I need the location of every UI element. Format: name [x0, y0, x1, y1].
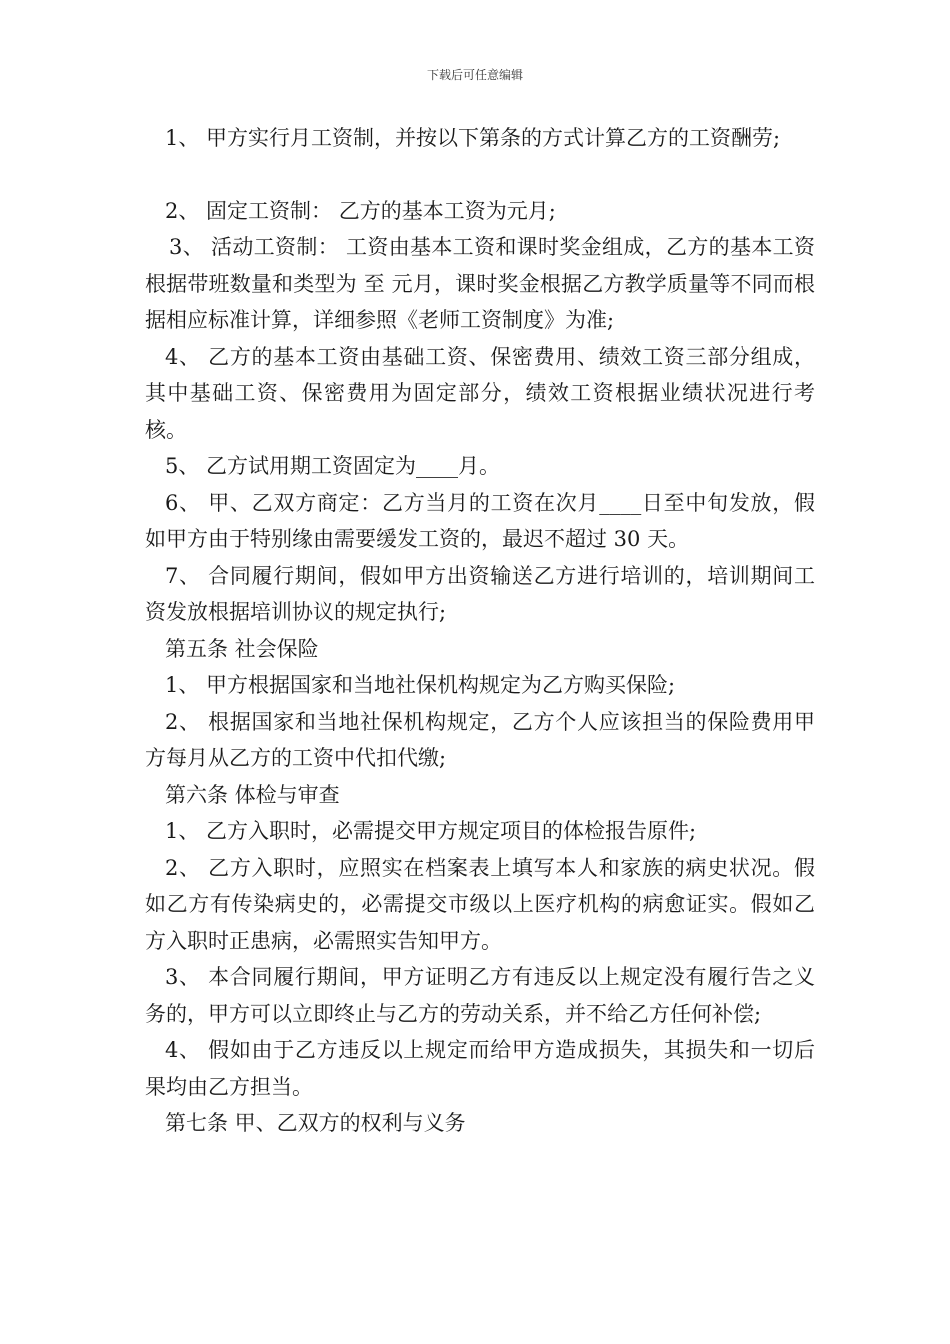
paragraph-payment-date: 6、 甲、乙双方商定：乙方当月的工资在次月____日至中旬发放，假如甲方由于特别缘由需要缓发工资的，最迟不超过 30 天。: [145, 490, 815, 551]
paragraph-insurance-purchase: 1、 甲方根据国家和当地社保机构规定为乙方购买保险;: [165, 673, 676, 697]
paragraph-probation-wage: 5、 乙方试用期工资固定为____月。: [165, 454, 501, 478]
page-header-note: 下载后可任意编辑: [426, 68, 523, 82]
paragraph-medical-history: 2、 乙方入职时，应照实在档案表上填写本人和家族的病史状况。假如乙方有传染病史的，必需提交市级以上医疗机构的病愈证实。假如乙方入职时正患病，必需照实告知甲方。: [145, 855, 815, 953]
paragraph-termination: 3、 本合同履行期间，甲方证明乙方有违反以上规定没有履行告之义务的，甲方可以立即终止与乙方的劳动关系，并不给乙方任何补偿;: [145, 965, 815, 1026]
paragraph-insurance-deduction: 2、 根据国家和当地社保机构规定，乙方个人应该担当的保险费用甲方每月从乙方的工资中代扣代缴;: [145, 709, 815, 770]
paragraph-fixed-wage: 2、 固定工资制： 乙方的基本工资为元月;: [165, 198, 556, 223]
document-body: [145, 120, 815, 1142]
section-heading-social-insurance: 第五条 社会保险: [165, 636, 319, 661]
section-heading-medical-check: 第六条 体检与审查: [165, 782, 340, 807]
paragraph-medical-report: 1、 乙方入职时，必需提交甲方规定项目的体检报告原件;: [165, 819, 697, 843]
section-heading-rights-obligations: 第七条 甲、乙双方的权利与义务: [165, 1111, 466, 1135]
paragraph-base-wage-composition: 4、 乙方的基本工资由基础工资、保密费用、绩效工资三部分组成，其中基础工资、保密费用为固定部分，绩效工资根据业绩状况进行考核。: [145, 344, 815, 442]
paragraph-flexible-wage: 3、 活动工资制： 工资由基本工资和课时奖金组成，乙方的基本工资根据带班数量和类型为 至 元月，课时奖金根据乙方教学质量等不同而根据相应标准计算，详细参照《老师工资制度》为准;: [145, 235, 815, 332]
paragraph-wage-system: 1、 甲方实行月工资制，并按以下第条的方式计算乙方的工资酬劳;: [165, 126, 781, 150]
paragraph-liability: 4、 假如由于乙方违反以上规定而给甲方造成损失，其损失和一切后果均由乙方担当。: [145, 1038, 815, 1099]
paragraph-training-wage: 7、 合同履行期间，假如甲方出资输送乙方进行培训的，培训期间工资发放根据培训协议的规定执行;: [145, 563, 815, 624]
